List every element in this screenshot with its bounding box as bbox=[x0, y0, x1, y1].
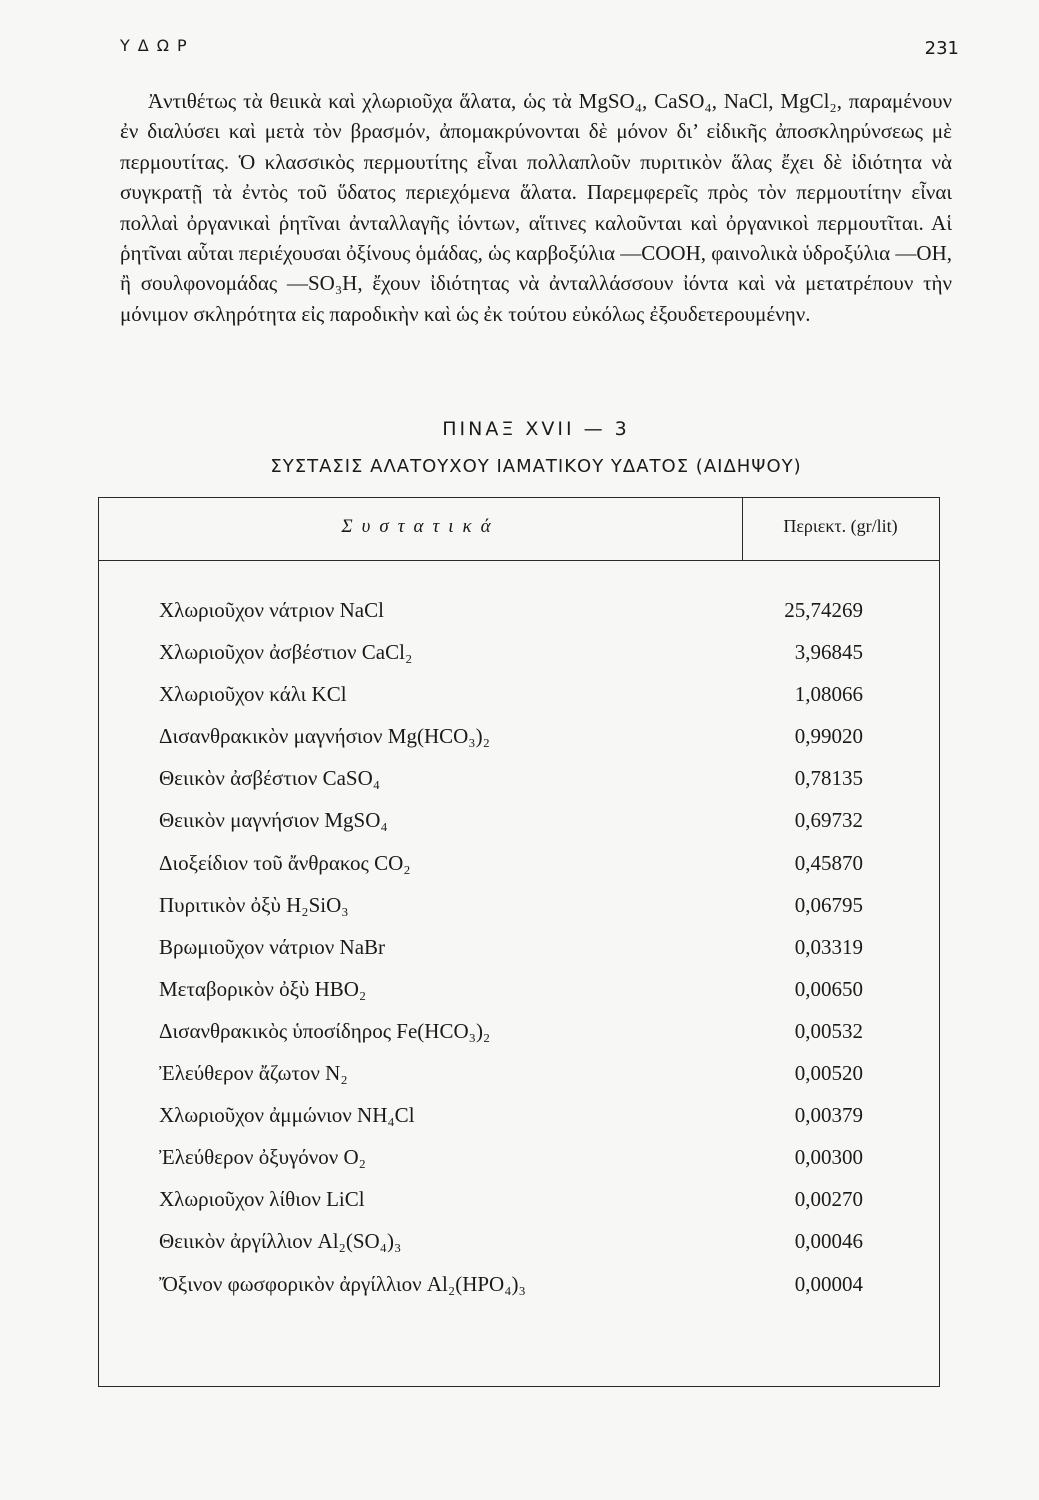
table-row bbox=[99, 1099, 939, 1141]
header-rule bbox=[99, 560, 939, 561]
component-name: Μεταβορικὸν ὀξὺ HBO₂ bbox=[159, 976, 367, 1001]
component-value: 0,00004 bbox=[794, 1271, 863, 1296]
table-row bbox=[99, 720, 939, 762]
table-row bbox=[99, 636, 939, 678]
component-value: 3,96845 bbox=[794, 640, 863, 665]
table-row bbox=[99, 1141, 939, 1183]
component-name: Θειικὸν ἀργίλλιον Al₂(SO₄)₃ bbox=[159, 1229, 402, 1254]
component-name: Χλωριοῦχον ἀμμώνιον NH₄Cl bbox=[159, 1103, 415, 1128]
component-value: 0,00532 bbox=[794, 1018, 863, 1043]
table-row bbox=[99, 1268, 939, 1310]
table-row bbox=[99, 1225, 939, 1267]
component-name: Χλωριοῦχον κάλι KCl bbox=[159, 682, 347, 707]
component-value: 0,00270 bbox=[794, 1187, 863, 1212]
component-name: Ἐλεύθερον ἄζωτον N₂ bbox=[159, 1061, 348, 1086]
component-value: 0,78135 bbox=[794, 766, 863, 791]
running-head: ΥΔΩΡ bbox=[120, 36, 195, 55]
table-row bbox=[99, 931, 939, 973]
component-name: Ὄξινον φωσφορικὸν ἀργίλλιον Al₂(HPO₄)₃ bbox=[159, 1271, 526, 1296]
component-name: Δισανθρακικὸς ὑποσίδηρος Fe(HCO₃)₂ bbox=[159, 1018, 491, 1043]
table-row bbox=[99, 1015, 939, 1057]
component-name: Χλωριοῦχον λίθιον LiCl bbox=[159, 1187, 365, 1212]
table-row bbox=[99, 889, 939, 931]
component-name: Ἐλεύθερον ὀξυγόνον O₂ bbox=[159, 1145, 366, 1170]
component-name: Διοξείδιον τοῦ ἄνθρακος CO₂ bbox=[159, 850, 411, 875]
table-row bbox=[99, 973, 939, 1015]
component-value: 0,00520 bbox=[794, 1061, 863, 1086]
body-paragraph: Ἀντιθέτως τὰ θειικὰ καὶ χλωριοῦχα ἅλατα, ὡς τὰ MgSO₄, CaSO₄, NaCl, MgCl₂, παραμένουν ἐν διαλύσει καὶ μετὰ τὸν βρασμόν, ἀπομακρύνονται δὲ μόνον δι’ εἰδικῆς ἀποσκληρύνσεως μὲ περμουτίτας. Ὁ κλασσικὸς περμουτίτης εἶναι πολλαπλοῦν πυριτικὸν ἅλας ἔχει δὲ ἰδιότητα νὰ συγκρατῇ τὰ ἐντὸς τοῦ ὕδατος περιεχόμενα ἅλατα. Παρεμφερεῖς πρὸς τὸν περμουτίτην εἶναι πολλαὶ ὀργανικαὶ ῥητῖναι ἀνταλλαγῆς ἰόντων, αἵτινες καλοῦνται καὶ ὀργανικοὶ περμουτῖται. Αἱ ῥητῖναι αὗται περιέχουσαι ὀξίνους ὁμάδας, ὡς καρβοξύλια —COOH, φαινολικὰ ὑδροξύλια —OH, ἢ σουλφονομάδας —SO₃H, ἔχουν ἰδιότητας νὰ ἀνταλλάσσουν ἰόντα καὶ νὰ μετατρέπουν τὴν μόνιμον σκληρότητα εἰς παροδικὴν καὶ ὡς ἐκ τούτου εὐκόλως ἐξουδετερουμένην. bbox=[120, 89, 952, 326]
table-row bbox=[99, 1057, 939, 1099]
composition-table bbox=[98, 497, 940, 1387]
component-name: Χλωριοῦχον νάτριον NaCl bbox=[159, 598, 384, 622]
component-value: 0,45870 bbox=[794, 850, 863, 875]
table-caption: ΣΥΣΤΑΣΙΣ ΑΛΑΤΟΥΧΟΥ ΙΑΜΑΤΙΚΟΥ ΥΔΑΤΟΣ (ΑΙΔΗΨΟΥ) bbox=[270, 456, 802, 477]
component-name: Θειικὸν ἀσβέστιον CaSO₄ bbox=[159, 766, 381, 791]
component-value: 0,99020 bbox=[794, 724, 863, 749]
component-name: Δισανθρακικὸν μαγνήσιον Mg(HCO₃)₂ bbox=[159, 724, 490, 749]
table-row bbox=[99, 594, 939, 636]
table-row bbox=[99, 678, 939, 720]
column-header-content: Περιεκτ. (gr/lit) bbox=[783, 516, 898, 536]
component-value: 0,06795 bbox=[794, 892, 863, 917]
table-row bbox=[99, 804, 939, 846]
table-row bbox=[99, 1183, 939, 1225]
component-name: Χλωριοῦχον ἀσβέστιον CaCl₂ bbox=[159, 640, 413, 665]
table-row bbox=[99, 762, 939, 804]
component-value: 0,00650 bbox=[794, 976, 863, 1001]
component-name: Βρωμιοῦχον νάτριον NaBr bbox=[159, 934, 386, 959]
table-number: ΠΙΝΑΞ XVII — 3 bbox=[442, 418, 630, 440]
component-value: 0,00300 bbox=[794, 1145, 863, 1170]
component-value: 1,08066 bbox=[794, 682, 863, 707]
table-rows bbox=[99, 594, 939, 1310]
component-value: 0,00046 bbox=[794, 1229, 863, 1254]
component-value: 0,03319 bbox=[794, 934, 863, 959]
component-name: Θειικὸν μαγνήσιον MgSO₄ bbox=[159, 808, 388, 833]
page-number: 231 bbox=[924, 38, 959, 59]
component-value: 0,69732 bbox=[794, 808, 863, 833]
table-row bbox=[99, 847, 939, 889]
component-name: Πυριτικὸν ὀξὺ H₂SiO₃ bbox=[159, 892, 349, 917]
column-header-component: Συστατικά bbox=[341, 516, 500, 537]
component-value: 25,74269 bbox=[784, 598, 863, 622]
component-value: 0,00379 bbox=[794, 1103, 863, 1128]
